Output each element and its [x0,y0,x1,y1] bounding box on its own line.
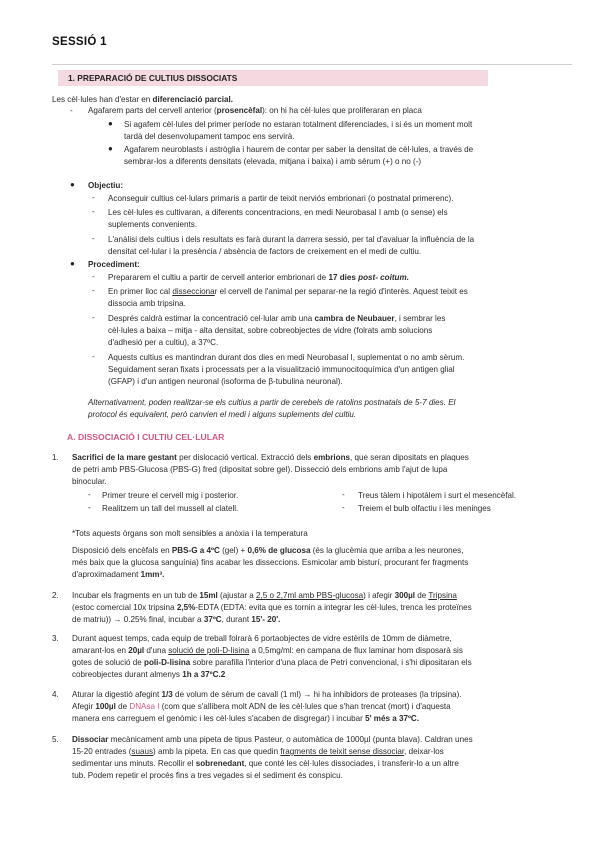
step-number: 1. [52,453,59,462]
step-2-line: (estoc comercial 10x tripsina 2,5%-EDTA (EDTA: evita que es tornin a integrar les cèl·lules, trenca les proteïnes [72,603,472,612]
step-1-detail: Treiem el bulb olfactiu i les meninges [358,504,491,513]
dash-bullet: - [92,313,95,322]
objectiu-item-cont: suplements convenients. [108,220,198,229]
step-4-line: Aturar la digestió afegint 1/3 de volum de sèrum de cavall (1 ml) → hi ha inhibidors de proteases (la tripsina). [72,690,462,699]
step-1-para: més baix que la glucosa sanguínia) fins acabar les disseccions. Esmicolar amb bisturí, procurant fer fragments [72,558,469,567]
sub-point-cont: tardà del desenvolupament tampoc ens servirà. [124,132,295,141]
objectiu-item-cont: densitat cel·lular i la presència / absència de factors de creixement en el medi de cultiu. [108,247,422,256]
sub-point: Si agafem cèl·lules del primer període no estaran totalment diferenciades, i si és un moment molt [124,120,473,129]
step-3-line: amarant-los en 20µl d'una solució de poli-D-lisina a 0,5mg/ml: en campana de flux laminar hom disposarà sis [72,646,463,655]
subsection-heading: A. DISSOCIACIÓ I CULTIU CEL·LULAR [67,432,225,442]
step-2-line: de matriu)) → 0.25% final, incubar a 37ºC, durant 15'- 20'. [72,615,281,624]
objectiu-item: Aconseguir cultius cel·lulars primaris a partir de teixit nerviós embrionari (o postnatal primerenc). [108,194,454,203]
dash-bullet: - [342,490,345,499]
step-4-line: Afegir 100µl de DNAsa I (com que s'allibera molt ADN de les cèl·lules que s'han trencat (mort) i d'aquesta [72,702,451,711]
step-4-line: manera ens carreguem el genòmic i les cèl·lules s'acaben de disgregar) i incubar 5' més a 37ºC. [72,714,420,723]
step-3-line: gotes de solució de poli-D-lisina sobre parafilla l'interior d'una placa de Petri convencional, i s'hi dipositaran els [72,658,472,667]
title-divider [52,64,572,65]
step-1-detail: Realitzem un tall del mussell al clatell. [102,504,239,513]
procediment-item-cont: Seguidament seran fixats i processats per a la visualització immunocitoquímica d'un antigen glial [108,365,455,374]
alternative-note: Alternativament, poden realitzar-se els cultius a partir de cerebels de ratolins postnatals de 5-7 dies. El [88,398,456,407]
procediment-item-cont: (GFAP) i d'un antigen neuronal (isoforma de β-tubulina neuronal). [108,377,343,386]
step-5-line: 15-20 entrades (suaus) amb la pipeta. En cas que quedin fragments de teixit sense dissociar, deixar-los [72,747,444,756]
step-number: 4. [52,690,59,699]
step-1-detail: Treus tàlem i hipotàlem i surt el mesencèfal. [358,491,517,500]
objectiu-item: L'anàlisi dels cultius i dels resultats es farà durant la darrera sessió, per tal d'avaluar la influència de la [108,235,475,244]
dash-bullet: - [88,503,91,512]
step-1-note: *Tots aquests òrgans son molt sensibles a anòxia i la temperatura [72,529,308,538]
section-heading: 1. PREPARACIÓ DE CULTIUS DISSOCIATS [68,73,238,83]
dash-bullet: - [70,106,73,115]
step-3-line: Durant aquest temps, cada equip de treball folrarà 6 portaobjectes de vidre estèrils de 10mm de diàmetre, [72,634,452,643]
procediment-item-cont: dissocia amb tripsina. [108,299,186,308]
objectiu-label: Objectiu: [88,181,124,190]
page-title: SESSIÓ 1 [52,36,107,48]
dash-bullet: - [92,272,95,281]
step-2-line: Incubar els fragments en un tub de 15ml (ajustar a 2,5 o 2,7ml amb PBS-glucosa) i afegir 300µl de Tripsina [72,591,457,600]
procediment-label: Procediment: [88,260,140,269]
step-1-para: Disposició dels encèfals en PBS-G a 4ºC (gel) + 0,6% de glucosa (és la glucèmia que arriba a les neurones, [72,546,464,555]
step-5-line: tub. Podem repetir el procés fins a tres vegades si el sediment és conspicu. [72,771,343,780]
procediment-item-cont: cèl·lules a baixa – mitja - alta densitat, sobre cobreobjectes de vidre (folrats amb solucions [108,326,433,335]
step-5-line: Dissociar mecànicament amb una pipeta de tipus Pasteur, o automàtica de 1000µl (punta blava). Caldran unes [72,735,473,744]
intro-line: Les cèl·lules han d'estar en diferenciació parcial. [52,95,234,104]
step-3-line: cobreobjectes durant almenys 1h a 37ºC.2 [72,670,226,679]
dash-bullet: - [92,286,95,295]
sub-point: Agafarem neuroblasts i astròglia i haurem de contar per saber la densitat de cèl·lules, a través de [124,145,474,154]
dash-bullet: - [92,193,95,202]
procediment-item: Aquests cultius es mantindran durant dos dies en medi Neurobasal I, suplementat o no amb sèrum. [108,353,465,362]
step-number: 5. [52,735,59,744]
step-5-line: sedimentar uns minuts. Recollir el sobrenedant, que conté les cèl·lules dissociades, i transferir-lo a un altre [72,759,459,768]
dash-bullet: - [88,490,91,499]
step-1-detail: Primer treure el cervell mig i posterior. [102,491,239,500]
step-1-para: d'aproximadament 1mm³. [72,570,165,579]
dot-bullet: ● [70,259,75,268]
sub-point-cont: sembrar-los a diferents densitats (elevada, mitjana i baixa) i amb sèrum (+) o no (-) [124,157,422,166]
procediment-item: En primer lloc cal disseccionar el cervell de l'animal per separar-ne la regió d'interès. Aquest teixit es [108,287,468,296]
alternative-note-cont: protocol és equivalent, però canvien el medi i alguns suplements del cultiu. [88,410,357,419]
objectiu-item: Les cèl·lules es cultivaran, a diferents concentracions, en medi Neurobasal I amb (o sense) els [108,208,448,217]
dot-bullet: ● [70,180,75,189]
dot-bullet: ● [108,119,113,128]
procediment-item: Prepararem el cultiu a partir de cervell anterior embrionari de 17 dies post- coitum. [108,273,409,282]
step-number: 2. [52,591,59,600]
intro-point: Agafarem parts del cervell anterior (prosencèfal): on hi ha cèl·lules que proliferaran en placa [88,106,422,115]
step-1-line: Sacrifici de la mare gestant per dislocació vertical. Extracció dels embrions, que seran dipositats en plaques [72,453,469,462]
dot-bullet: ● [108,144,113,153]
dash-bullet: - [92,352,95,361]
procediment-item-cont: d'adhesió per a cultiu), a 37ºC. [108,338,219,347]
dash-bullet: - [92,207,95,216]
step-1-line: de petri amb PBS-Glucosa (PBS-G) fred (dipositat sobre gel). Dissecció dels embrions amb l'ajut de lupa [72,465,448,474]
dash-bullet: - [342,503,345,512]
dash-bullet: - [92,234,95,243]
step-number: 3. [52,634,59,643]
step-1-line: binocular. [72,477,107,486]
procediment-item: Després caldrà estimar la concentració cel·lular amb una cambra de Neubauer, i sembrar les [108,314,446,323]
